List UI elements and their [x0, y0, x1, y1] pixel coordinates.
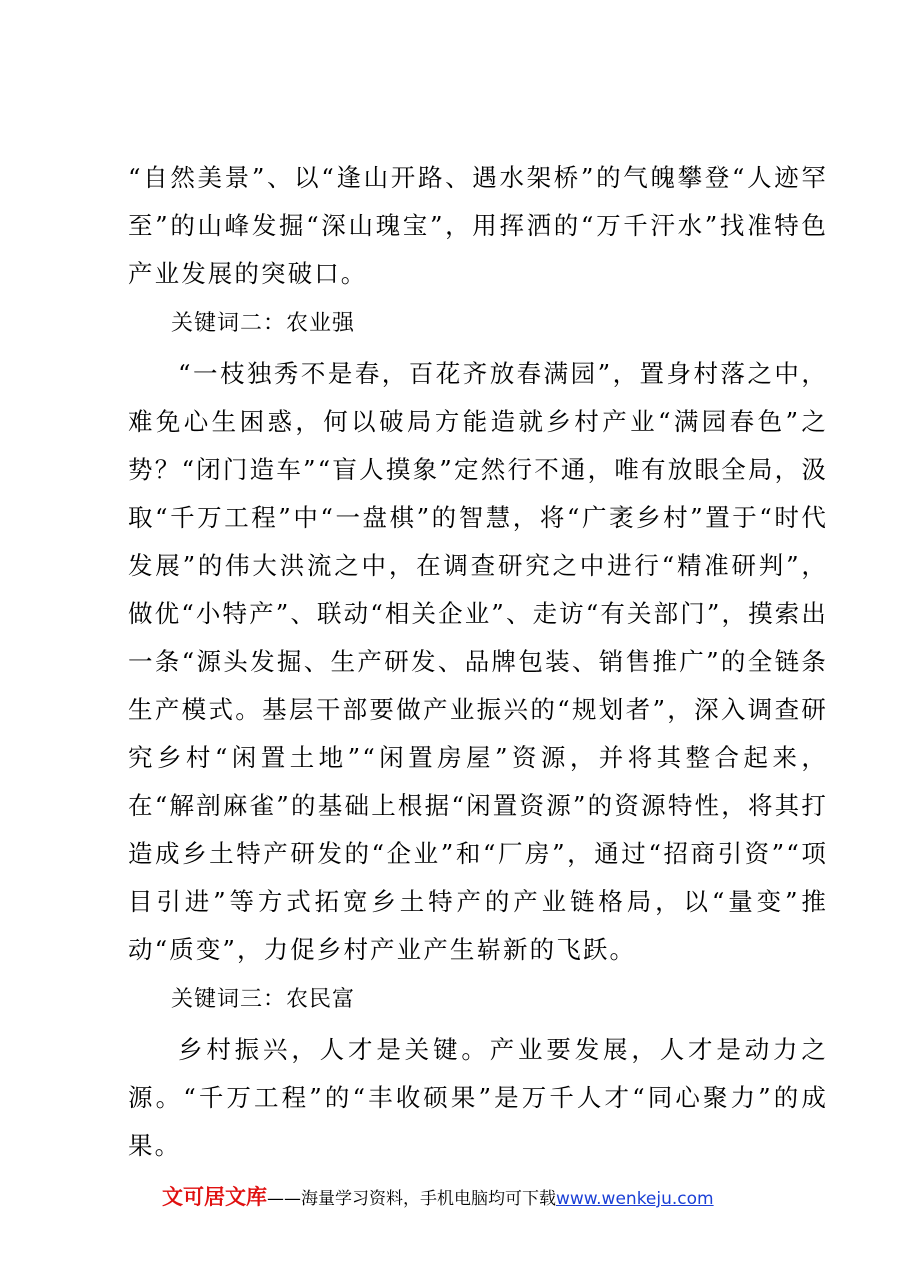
- paragraph-continuation: “自然美景”、以“逢山开路、遇水架桥”的气魄攀登“人迹罕至”的山峰发掘“深山瑰宝”，用挥洒的“万千汗水”找准特色产业发展的突破口。: [128, 163, 828, 288]
- document-body: [128, 154, 828, 1170]
- footer-description: 海量学习资料，手机电脑均可下载: [301, 1189, 556, 1209]
- section-heading-3: 关键词三：农民富: [171, 987, 356, 1012]
- section-heading-2: 关键词二：农业强: [171, 311, 356, 336]
- paragraph-farmers: 乡村振兴，人才是关键。产业要发展，人才是动力之源。“千万工程”的“丰收硕果”是万千人才“同心聚力”的成果。: [128, 1035, 828, 1160]
- footer-dash: ——: [267, 1189, 301, 1209]
- footer-brand: 文可居文库: [162, 1185, 267, 1209]
- paragraph-agriculture: “一枝独秀不是春，百花齐放春满园”，置身村落之中，难免心生困惑，何以破局方能造就乡村产业“满园春色”之势？“闭门造车”“盲人摸象”定然行不通，唯有放眼全局，汲取“千万工程”中“一盘棋”的智慧，将“广袤乡村”置于“时代发展”的伟大洪流之中，在调查研究之中进行“精准研判”，做优“小特产”、联动“相关企业”、走访“有关部门”，摸索出一条“源头发掘、生产研发、品牌包装、销售推广”的全链条生产模式。基层干部要做产业振兴的“规划者”，深入调查研究乡村“闲置土地”“闲置房屋”资源，并将其整合起来，在“解剖麻雀”的基础上根据“闲置资源”的资源特性，将其打造成乡土特产研发的“企业”和“厂房”，通过“招商引资”“项目引进”等方式拓宽乡土特产的产业链格局，以“量变”推动“质变”，力促乡村产业产生崭新的飞跃。: [128, 359, 828, 964]
- footer-website-link[interactable]: www.wenkeju.com: [556, 1189, 714, 1209]
- footer-banner: [162, 1180, 782, 1214]
